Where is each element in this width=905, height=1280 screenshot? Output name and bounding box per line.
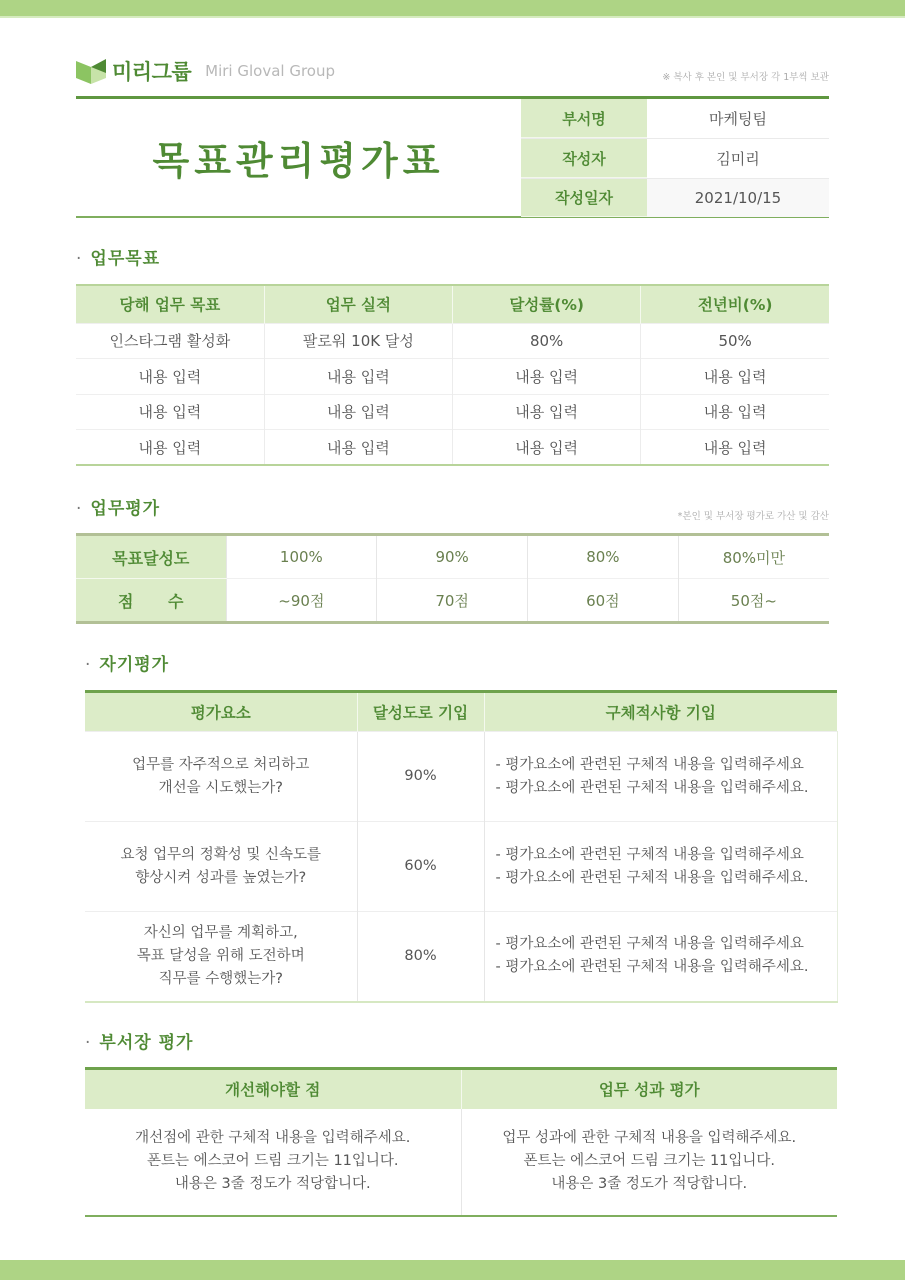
goals-table	[76, 284, 829, 466]
section-title-text: 업무목표	[90, 249, 161, 269]
top-decor-bar	[0, 0, 905, 18]
info-label: 부서명	[521, 99, 647, 138]
table-row	[76, 359, 829, 395]
text-line: 향상시켜 성과를 높였는가?	[135, 869, 307, 886]
table-header-row	[85, 692, 837, 732]
table-header-row	[76, 285, 829, 323]
table-row	[85, 1109, 837, 1216]
section-title-goals	[76, 244, 160, 269]
self-evaluation-table	[85, 690, 838, 1003]
table-cell[interactable]: 내용 입력	[76, 394, 264, 430]
performance-input[interactable]	[461, 1109, 837, 1216]
column-header: 전년비(%)	[641, 285, 829, 323]
column-header: 구체적사항 기입	[484, 692, 837, 732]
evaluation-question	[85, 732, 357, 822]
evaluation-question	[85, 912, 357, 1002]
score-value: 60점	[528, 579, 679, 623]
table-cell[interactable]: 내용 입력	[641, 394, 829, 430]
company-logo	[76, 56, 335, 86]
text-line: 직무를 수행했는가?	[158, 970, 283, 987]
row-header	[76, 579, 226, 623]
text-line: 개선점에 관한 구체적 내용을 입력해주세요.	[135, 1130, 411, 1146]
details-input[interactable]	[484, 732, 837, 822]
table-row	[76, 323, 829, 359]
section-title-text: 부서장 평가	[99, 1033, 194, 1053]
page-title: 목표관리평가표	[152, 139, 445, 183]
achievement-input[interactable]: 90%	[357, 732, 484, 822]
company-name-ko: 미리그룹	[112, 60, 192, 84]
table-cell[interactable]: 인스타그램 활성화	[76, 323, 264, 359]
manager-evaluation-table	[85, 1067, 837, 1217]
section-title-text: 업무평가	[90, 499, 161, 519]
score-label-left: 점	[118, 591, 134, 611]
score-label-right: 수	[168, 591, 184, 611]
column-header: 당해 업무 목표	[76, 285, 264, 323]
table-cell[interactable]: 내용 입력	[264, 430, 452, 466]
text-line: 폰트는 에스코어 드림 크기는 11입니다.	[523, 1153, 776, 1169]
column-header: 업무 성과 평가	[461, 1069, 837, 1109]
text-line: 개선을 시도했는가?	[158, 779, 283, 796]
evaluation-question	[85, 822, 357, 912]
evaluation-note: *본인 및 부서장 평가로 가산 및 감산	[677, 511, 829, 522]
achievement-value: 80%	[528, 535, 679, 579]
column-header: 평가요소	[85, 692, 357, 732]
text-line: - 평가요소에 관련된 구체적 내용을 입력해주세요	[495, 936, 804, 953]
section-title-text: 자기평가	[99, 655, 170, 675]
table-cell[interactable]: 50%	[641, 323, 829, 359]
table-cell[interactable]: 내용 입력	[453, 394, 641, 430]
table-cell[interactable]: 내용 입력	[453, 359, 641, 395]
document-info-table	[521, 99, 829, 217]
details-input[interactable]	[484, 822, 837, 912]
row-header: 목표달성도	[76, 535, 226, 579]
bullet-dot: ·	[85, 655, 92, 675]
achievement-value: 100%	[226, 535, 377, 579]
text-line: 업무를 자주적으로 처리하고	[132, 756, 310, 773]
achievement-row	[76, 535, 829, 579]
text-line: 내용은 3줄 정도가 적당합니다.	[174, 1176, 371, 1192]
score-value: 70점	[377, 579, 528, 623]
achievement-value: 80%미만	[678, 535, 829, 579]
department-field[interactable]: 마케팅팀	[709, 110, 767, 128]
column-header: 업무 실적	[264, 285, 452, 323]
table-cell[interactable]: 내용 입력	[641, 430, 829, 466]
info-row-date	[521, 179, 829, 217]
table-header-row	[85, 1069, 837, 1109]
author-field[interactable]: 김미리	[716, 150, 760, 168]
table-cell[interactable]: 팔로워 10K 달성	[264, 323, 452, 359]
evaluation-scale-table	[76, 533, 829, 624]
table-row	[85, 912, 837, 1002]
improvement-input[interactable]	[85, 1109, 461, 1216]
achievement-input[interactable]: 60%	[357, 822, 484, 912]
text-line: 자신의 업무를 계획하고,	[143, 924, 298, 941]
column-header: 개선해야할 점	[85, 1069, 461, 1109]
section-title-self-eval	[85, 650, 169, 675]
copy-note: ※ 복사 후 본인 및 부서장 각 1부씩 보관	[662, 72, 829, 83]
score-value: 50점~	[678, 579, 829, 623]
text-line: - 평가요소에 관련된 구체적 내용을 입력해주세요.	[495, 779, 809, 796]
info-row-author	[521, 139, 829, 179]
table-cell[interactable]: 80%	[453, 323, 641, 359]
score-row	[76, 579, 829, 623]
table-cell[interactable]: 내용 입력	[264, 359, 452, 395]
table-cell[interactable]: 내용 입력	[76, 359, 264, 395]
text-line: - 평가요소에 관련된 구체적 내용을 입력해주세요.	[495, 869, 809, 886]
text-line: - 평가요소에 관련된 구체적 내용을 입력해주세요	[495, 756, 804, 773]
text-line: 업무 성과에 관한 구체적 내용을 입력해주세요.	[502, 1130, 797, 1146]
company-name-en: Miri Gloval Group	[205, 62, 336, 80]
table-cell[interactable]: 내용 입력	[76, 430, 264, 466]
section-title-evaluation	[76, 494, 160, 519]
info-label: 작성일자	[521, 179, 647, 217]
bullet-dot: ·	[76, 499, 83, 519]
column-header: 달성률(%)	[453, 285, 641, 323]
date-field[interactable]: 2021/10/15	[647, 179, 829, 217]
table-row	[85, 822, 837, 912]
section-title-boss-eval	[85, 1028, 193, 1053]
bottom-decor-bar	[0, 1260, 905, 1280]
green-cube-icon	[76, 57, 106, 85]
achievement-value: 90%	[377, 535, 528, 579]
info-label: 작성자	[521, 139, 647, 178]
details-input[interactable]	[484, 912, 837, 1002]
table-row	[76, 430, 829, 466]
table-cell[interactable]: 내용 입력	[641, 359, 829, 395]
bullet-dot: ·	[76, 249, 83, 269]
column-header: 달성도로 기입	[357, 692, 484, 732]
score-value: ~90점	[226, 579, 377, 623]
text-line: 요청 업무의 정확성 및 신속도를	[120, 846, 322, 863]
achievement-input[interactable]: 80%	[357, 912, 484, 1002]
text-line: - 평가요소에 관련된 구체적 내용을 입력해주세요.	[495, 959, 809, 976]
text-line: - 평가요소에 관련된 구체적 내용을 입력해주세요	[495, 846, 804, 863]
text-line: 폰트는 에스코어 드림 크기는 11입니다.	[146, 1153, 399, 1169]
text-line: 내용은 3줄 정도가 적당합니다.	[551, 1176, 748, 1192]
document-header	[76, 96, 829, 218]
text-line: 목표 달성을 위해 도전하며	[136, 947, 305, 964]
table-row	[76, 394, 829, 430]
table-row	[85, 732, 837, 822]
bullet-dot: ·	[85, 1033, 92, 1053]
info-row-department	[521, 99, 829, 139]
table-cell[interactable]: 내용 입력	[453, 430, 641, 466]
table-cell[interactable]: 내용 입력	[264, 394, 452, 430]
